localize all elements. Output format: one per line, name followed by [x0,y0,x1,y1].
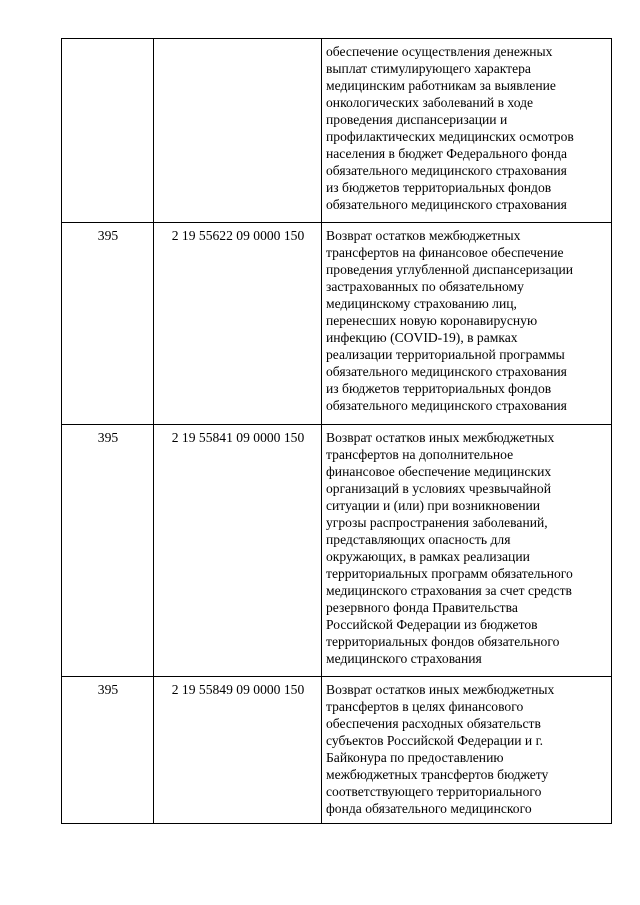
admin-code-cell: 395 [62,677,154,824]
description-line: медицинским работникам за выявление [326,78,556,93]
description-line: инфекцию (COVID-19), в рамках [326,330,518,345]
description-line: организаций в условиях чрезвычайной [326,481,551,496]
description-line: проведения углубленной диспансеризации [326,262,574,277]
budget-code-cell: 2 19 55841 09 0000 150 [154,425,322,677]
description-line: межбюджетных трансфертов бюджету [326,767,549,782]
description-line: обязательного медицинского страхования [326,364,567,379]
table-row [62,39,612,223]
description-line: обеспечения расходных обязательств [326,716,541,731]
description-line: Возврат остатков иных межбюджетных [326,682,555,697]
description-line: выплат стимулирующего характера [326,61,531,76]
description-line: из бюджетов территориальных фондов [326,381,552,396]
description-cell [322,39,612,223]
table-row [62,223,612,425]
description-line: обязательного медицинского страхования [326,197,567,212]
description-line: территориальных фондов обязательного [326,634,560,649]
description-line: медицинского страхования за счет средств [326,583,572,598]
description-line: субъектов Российской Федерации и г. [326,733,544,748]
description-line: обеспечение осуществления денежных [326,44,553,59]
budget-code-cell: 2 19 55622 09 0000 150 [154,223,322,425]
description-line: онкологических заболеваний в ходе [326,95,534,110]
admin-code-cell: 395 [62,425,154,677]
description-line: финансовое обеспечение медицинских [326,464,552,479]
description-line: Российской Федерации из бюджетов [326,617,538,632]
description-line: профилактических медицинских осмотров [326,129,574,144]
description-cell [322,677,612,824]
description-line: соответствующего территориального [326,784,542,799]
description-cell [322,223,612,425]
budget-classification-table [61,38,612,824]
admin-code-cell: 395 [62,223,154,425]
description-line: реализации территориальной программы [326,347,565,362]
description-line: из бюджетов территориальных фондов [326,180,552,195]
description-line: угрозы распространения заболеваний, [326,515,548,530]
description-line: Возврат остатков иных межбюджетных [326,430,555,445]
budget-code-cell: 2 19 55849 09 0000 150 [154,677,322,824]
description-line: фонда обязательного медицинского [326,801,532,816]
description-line: проведения диспансеризации и [326,112,508,127]
description-line: населения в бюджет Федерального фонда [326,146,568,161]
budget-code-cell [154,39,322,223]
description-line: представляющих опасность для [326,532,511,547]
table-row [62,425,612,677]
description-line: медицинского страхования [326,651,482,666]
description-line: ситуации и (или) при возникновении [326,498,541,513]
description-line: обязательного медицинского страхования [326,163,567,178]
description-line: Байконура по предоставлению [326,750,504,765]
description-line: трансфертов в целях финансового [326,699,524,714]
description-line: застрахованных по обязательному [326,279,524,294]
description-line: перенесших новую коронавирусную [326,313,538,328]
table-row [62,677,612,824]
description-line: обязательного медицинского страхования [326,398,567,413]
description-line: территориальных программ обязательного [326,566,573,581]
admin-code-cell [62,39,154,223]
description-line: трансфертов на финансовое обеспечение [326,245,564,260]
description-line: окружающих, в рамках реализации [326,549,530,564]
description-line: медицинскому страхованию лиц, [326,296,517,311]
description-line: трансфертов на дополнительное [326,447,514,462]
description-line: Возврат остатков межбюджетных [326,228,521,243]
description-cell [322,425,612,677]
description-line: резервного фонда Правительства [326,600,518,615]
